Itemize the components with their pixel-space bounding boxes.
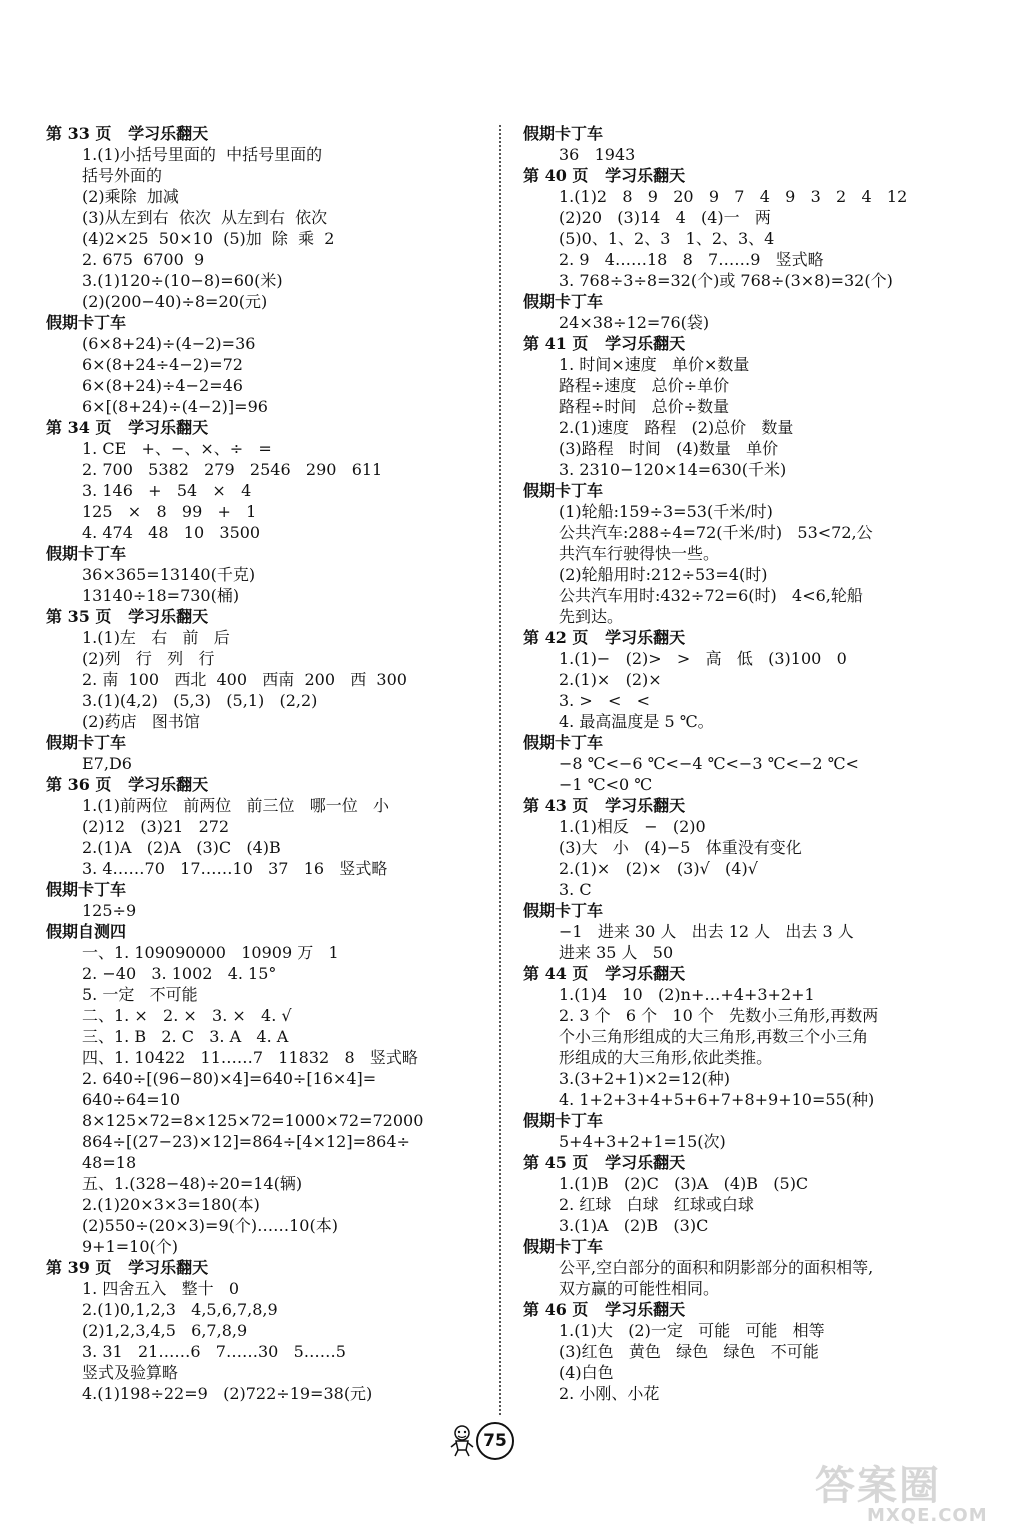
answer-line: 3.(1)120÷(10−8)=60(米) xyxy=(82,271,283,290)
answer-line: 4. 1+2+3+4+5+6+7+8+9+10=55(种) xyxy=(559,1090,875,1109)
section-heading: 假期卡丁车 xyxy=(46,544,127,563)
answer-line: 形组成的大三角形,依此类推。 xyxy=(559,1048,773,1067)
column-divider xyxy=(499,125,501,1415)
answer-line: 先到达。 xyxy=(559,607,624,626)
answer-line: 括号外面的 xyxy=(82,166,163,185)
section-heading: 假期自测四 xyxy=(46,922,127,941)
answer-line: 1.(1)B (2)C (3)A (4)B (5)C xyxy=(559,1174,809,1193)
answer-line: 2. 675 6700 9 xyxy=(82,250,205,269)
answer-line: 48=18 xyxy=(82,1153,137,1172)
answer-line: (3)从左到右 依次 从左到右 依次 xyxy=(82,208,328,227)
answer-line: 9+1=10(个) xyxy=(82,1237,179,1256)
section-heading: 第 41 页 学习乐翻天 xyxy=(523,334,686,353)
answer-line: (2)乘除 加减 xyxy=(82,187,179,206)
answer-line: 进来 35 人 50 xyxy=(559,943,674,962)
section-heading: 第 46 页 学习乐翻天 xyxy=(523,1300,686,1319)
answer-line: 2.(1)× (2)× xyxy=(559,670,662,689)
answer-line: (2)20 (3)14 4 (4)一 两 xyxy=(559,208,771,227)
answer-line: 2. 红球 白球 红球或白球 xyxy=(559,1195,754,1214)
section-heading: 假期卡丁车 xyxy=(46,733,127,752)
section-heading: 第 45 页 学习乐翻天 xyxy=(523,1153,686,1172)
answer-line: 36×365=13140(千克) xyxy=(82,565,256,584)
answer-line: 2. −40 3. 1002 4. 15° xyxy=(82,964,277,983)
answer-line: 双方赢的可能性相同。 xyxy=(559,1279,720,1298)
answer-line: 5+4+3+2+1=15(次) xyxy=(559,1132,726,1151)
watermark xyxy=(815,1465,1020,1527)
answer-line: 3.(1)(4,2) (5,3) (5,1) (2,2) xyxy=(82,691,318,710)
answer-line: 3. 146 + 54 × 4 xyxy=(82,481,252,500)
answer-line: 3. 31 21……6 7……30 5……5 xyxy=(82,1342,346,1361)
left-column xyxy=(46,123,486,1404)
answer-line: 2. 南 100 西北 400 西南 200 西 300 xyxy=(82,670,407,689)
section-heading: 第 44 页 学习乐翻天 xyxy=(523,964,686,983)
answer-line: 路程÷速度 总价÷单价 xyxy=(559,376,730,395)
section-heading: 假期卡丁车 xyxy=(523,733,604,752)
answer-line: 1.(1)2 8 9 20 9 7 4 9 3 2 4 12 xyxy=(559,187,908,206)
section-heading: 第 36 页 学习乐翻天 xyxy=(46,775,209,794)
answer-line: 共汽车行驶得快一些。 xyxy=(559,544,720,563)
watermark-url: MXQE.COM xyxy=(867,1505,988,1526)
answer-line: 3. 4……70 17……10 37 16 竖式略 xyxy=(82,859,388,878)
page-footer xyxy=(448,1420,588,1460)
answer-line: (3)大 小 (4)−5 体重没有变化 xyxy=(559,838,802,857)
answer-line: 2.(1)A (2)A (3)C (4)B xyxy=(82,838,281,857)
answer-line: 2.(1)0,1,2,3 4,5,6,7,8,9 xyxy=(82,1300,278,1319)
answer-line: 125÷9 xyxy=(82,901,137,920)
mascot-icon xyxy=(448,1424,476,1458)
section-heading: 第 39 页 学习乐翻天 xyxy=(46,1258,209,1277)
answer-line: (2)1,2,3,4,5 6,7,8,9 xyxy=(82,1321,248,1340)
answer-line: 1. 四舍五入 整十 0 xyxy=(82,1279,240,1298)
page-number: 75 xyxy=(476,1422,514,1460)
answer-line: 6×(8+24÷4−2)=72 xyxy=(82,355,243,374)
answer-line: 36 1943 xyxy=(559,145,636,164)
answer-line: 竖式及验算略 xyxy=(82,1363,179,1382)
answer-line: (4)白色 xyxy=(559,1363,614,1382)
answer-line: 3. C xyxy=(559,880,592,899)
answer-line: 2.(1)20×3×3=180(本) xyxy=(82,1195,260,1214)
answer-line: 1.(1)4 10 (2)n+…+4+3+2+1 xyxy=(559,985,815,1004)
section-heading: 假期卡丁车 xyxy=(523,124,604,143)
answer-line: 1.(1)小括号里面的 中括号里面的 xyxy=(82,145,323,164)
answer-line: 公共汽车用时:432÷72=6(时) 4<6,轮船 xyxy=(559,586,863,605)
answer-line: −1 进来 30 人 出去 12 人 出去 3 人 xyxy=(559,922,854,941)
section-heading: 第 35 页 学习乐翻天 xyxy=(46,607,209,626)
watermark-logo: 答案圈 xyxy=(815,1463,941,1509)
answer-line: 2. 700 5382 279 2546 290 611 xyxy=(82,460,383,479)
answer-line: 125 × 8 99 + 1 xyxy=(82,502,257,521)
answer-line: 4. 最高温度是 5 ℃。 xyxy=(559,712,714,731)
section-heading: 第 33 页 学习乐翻天 xyxy=(46,124,209,143)
answer-line: (2)药店 图书馆 xyxy=(82,712,200,731)
section-heading: 第 40 页 学习乐翻天 xyxy=(523,166,686,185)
section-heading: 假期卡丁车 xyxy=(523,292,604,311)
answer-line: 公共汽车:288÷4=72(千米/时) 53<72,公 xyxy=(559,523,873,542)
answer-line: 4. 474 48 10 3500 xyxy=(82,523,261,542)
section-heading: 第 42 页 学习乐翻天 xyxy=(523,628,686,647)
answer-line: 1.(1)相反 − (2)0 xyxy=(559,817,706,836)
answer-line: 13140÷18=730(桶) xyxy=(82,586,240,605)
answer-line: 3.(1)A (2)B (3)C xyxy=(559,1216,709,1235)
answer-line: 四、1. 10422 11……7 11832 8 竖式略 xyxy=(82,1048,418,1067)
section-heading: 假期卡丁车 xyxy=(523,901,604,920)
answer-line: 24×38÷12=76(袋) xyxy=(559,313,710,332)
answer-line: 公平,空白部分的面积和阴影部分的面积相等, xyxy=(559,1258,874,1277)
answer-line: 1.(1)大 (2)一定 可能 可能 相等 xyxy=(559,1321,825,1340)
answer-line: (5)0、1、2、3 1、2、3、4 xyxy=(559,229,775,248)
answer-line: (3)红色 黄色 绿色 绿色 不可能 xyxy=(559,1342,819,1361)
answer-line: 2. 小刚、小花 xyxy=(559,1384,660,1403)
answer-line: 二、1. × 2. × 3. × 4. √ xyxy=(82,1006,292,1025)
answer-line: (2)12 (3)21 272 xyxy=(82,817,230,836)
answer-line: (6×8+24)÷(4−2)=36 xyxy=(82,334,256,353)
answer-line: 3. > < < xyxy=(559,691,651,710)
answer-line: −1 ℃<0 ℃ xyxy=(559,775,653,794)
answer-line: 1.(1)左 右 前 后 xyxy=(82,628,230,647)
answer-line: 1. CE +、−、×、÷ = xyxy=(82,439,272,458)
answer-line: (2)550÷(20×3)=9(个)……10(本) xyxy=(82,1216,338,1235)
answer-line: 个小三角形组成的大三角形,再数三个小三角 xyxy=(559,1027,869,1046)
section-heading: 第 34 页 学习乐翻天 xyxy=(46,418,209,437)
answer-line: 1.(1)− (2)> > 高 低 (3)100 0 xyxy=(559,649,847,668)
answer-line: 一、1. 109090000 10909 万 1 xyxy=(82,943,339,962)
answer-line: 2. 9 4……18 8 7……9 竖式略 xyxy=(559,250,824,269)
section-heading: 假期卡丁车 xyxy=(523,481,604,500)
answer-line: 2. 640÷[(96−80)×4]=640÷[16×4]= xyxy=(82,1069,377,1088)
answer-line: (2)列 行 列 行 xyxy=(82,649,215,668)
answer-line: 640÷64=10 xyxy=(82,1090,181,1109)
answer-line: 1.(1)前两位 前两位 前三位 哪一位 小 xyxy=(82,796,389,815)
section-heading: 假期卡丁车 xyxy=(46,880,127,899)
answer-line: 2. 3 个 6 个 10 个 先数小三角形,再数两 xyxy=(559,1006,879,1025)
answer-line: (3)路程 时间 (4)数量 单价 xyxy=(559,439,779,458)
answer-line: 2.(1)速度 路程 (2)总价 数量 xyxy=(559,418,794,437)
answer-line: 五、1.(328−48)÷20=14(辆) xyxy=(82,1174,303,1193)
answer-line: 4.(1)198÷22=9 (2)722÷19=38(元) xyxy=(82,1384,373,1403)
answer-line: (1)轮船:159÷3=53(千米/时) xyxy=(559,502,773,521)
answer-line: −8 ℃<−6 ℃<−4 ℃<−3 ℃<−2 ℃< xyxy=(559,754,859,773)
answer-line: 3.(3+2+1)×2=12(种) xyxy=(559,1069,730,1088)
answer-line: 8×125×72=8×125×72=1000×72=72000 xyxy=(82,1111,424,1130)
answer-line: 2.(1)× (2)× (3)√ (4)√ xyxy=(559,859,758,878)
right-column xyxy=(523,123,993,1404)
answer-line: E7,D6 xyxy=(82,754,132,773)
answer-line: 5. 一定 不可能 xyxy=(82,985,198,1004)
answer-line: 1. 时间×速度 单价×数量 xyxy=(559,355,750,374)
answer-line: 6×(8+24)÷4−2=46 xyxy=(82,376,243,395)
answer-line: 3. 2310−120×14=630(千米) xyxy=(559,460,787,479)
answer-line: (2)(200−40)÷8=20(元) xyxy=(82,292,268,311)
section-heading: 假期卡丁车 xyxy=(523,1237,604,1256)
answer-line: 三、1. B 2. C 3. A 4. A xyxy=(82,1027,289,1046)
section-heading: 假期卡丁车 xyxy=(523,1111,604,1130)
answer-line: 6×[(8+24)÷(4−2)]=96 xyxy=(82,397,268,416)
answer-line: (2)轮船用时:212÷53=4(时) xyxy=(559,565,768,584)
section-heading: 假期卡丁车 xyxy=(46,313,127,332)
answer-line: (4)2×25 50×10 (5)加 除 乘 2 xyxy=(82,229,335,248)
section-heading: 第 43 页 学习乐翻天 xyxy=(523,796,686,815)
answer-line: 路程÷时间 总价÷数量 xyxy=(559,397,730,416)
answer-line: 3. 768÷3÷8=32(个)或 768÷(3×8)=32(个) xyxy=(559,271,893,290)
answer-line: 864÷[(27−23)×12]=864÷[4×12]=864÷ xyxy=(82,1132,410,1151)
